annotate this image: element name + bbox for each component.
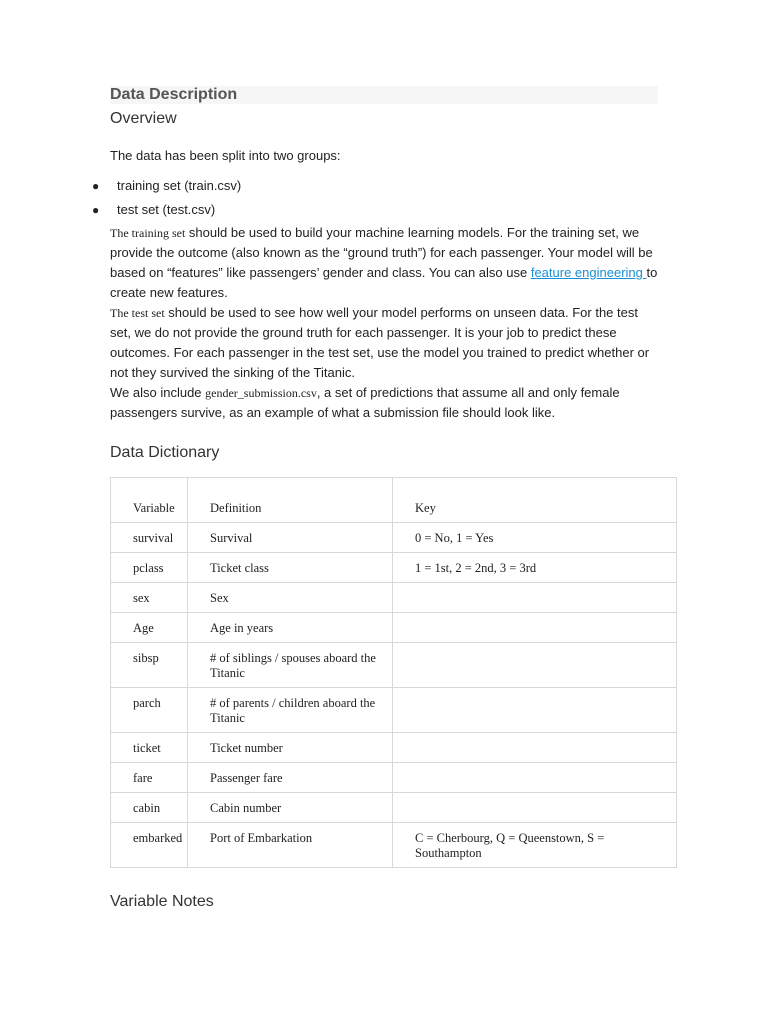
table-row	[111, 583, 677, 613]
column-header-key: Key	[393, 478, 677, 523]
paragraph-text: , a set of predictions that assume all and only female passengers survive, as an example of what a submission file should look like.	[110, 385, 620, 420]
table-row	[111, 553, 677, 583]
table-cell-definition: Ticket class	[188, 553, 393, 583]
variable-notes-heading: Variable Notes	[110, 893, 214, 910]
bullet-icon: ●	[92, 179, 100, 193]
table-cell-variable: sex	[111, 583, 188, 613]
submission-paragraph	[110, 383, 660, 423]
bullet-text: test set (test.csv)	[117, 202, 216, 217]
table-cell-key	[393, 613, 677, 643]
table-cell-key	[393, 733, 677, 763]
section-heading: Data Description	[110, 86, 658, 104]
table-cell-definition: Ticket number	[188, 733, 393, 763]
table-cell-variable: cabin	[111, 793, 188, 823]
table-cell-definition: Passenger fare	[188, 763, 393, 793]
table-cell-key	[393, 583, 677, 613]
table-row	[111, 613, 677, 643]
data-dictionary-table	[110, 477, 677, 868]
table-cell-variable: Age	[111, 613, 188, 643]
bullet-text: training set (train.csv)	[117, 178, 242, 193]
table-cell-definition: Age in years	[188, 613, 393, 643]
table-row	[111, 823, 677, 868]
table-row	[111, 688, 677, 733]
table-row	[111, 763, 677, 793]
table-cell-variable: pclass	[111, 553, 188, 583]
table-cell-key	[393, 643, 677, 688]
table-row	[111, 523, 677, 553]
table-cell-variable: ticket	[111, 733, 188, 763]
training-set-paragraph	[110, 223, 660, 303]
column-header-definition: Definition	[188, 478, 393, 523]
table-cell-key: C = Cherbourg, Q = Queenstown, S = Southampton	[393, 823, 677, 868]
table-cell-key	[393, 793, 677, 823]
submission-filename: gender_submission.csv	[205, 386, 317, 400]
table-cell-key: 0 = No, 1 = Yes	[393, 523, 677, 553]
table-row	[111, 733, 677, 763]
table-cell-definition: Survival	[188, 523, 393, 553]
table-cell-definition: Cabin number	[188, 793, 393, 823]
test-set-label: The test set	[110, 306, 165, 320]
table-cell-variable: sibsp	[111, 643, 188, 688]
table-cell-variable: survival	[111, 523, 188, 553]
paragraph-text: should be used to see how well your model performs on unseen data. For the test set, we do not provide the ground truth for each passenger. It is your job to predict these outcomes. For each passenger in the test set, use the model you trained to predict whether or not they survived the sinking of the Titanic.	[110, 305, 650, 380]
training-set-label: The training set	[110, 226, 186, 240]
table-cell-key	[393, 763, 677, 793]
paragraph-text: We also include	[110, 385, 206, 400]
table-header-row	[111, 478, 677, 523]
paragraph-text: should be used to build your machine learning models. For the training set, we provide the outcome (also known as the “ground truth”) for each passenger. Your model will be based on “features” like passengers’ gender and class. You can also use	[110, 225, 653, 280]
column-header-variable: Variable	[111, 478, 188, 523]
table-cell-variable: embarked	[111, 823, 188, 868]
intro-text: The data has been split into two groups:	[110, 148, 341, 163]
table-cell-key: 1 = 1st, 2 = 2nd, 3 = 3rd	[393, 553, 677, 583]
table-cell-definition: # of siblings / spouses aboard the Titanic	[188, 643, 393, 688]
bullet-icon: ●	[92, 203, 100, 217]
table-cell-variable: fare	[111, 763, 188, 793]
overview-heading: Overview	[110, 110, 177, 127]
feature-engineering-link[interactable]: feature engineering	[530, 265, 647, 280]
table-cell-key	[393, 688, 677, 733]
test-set-paragraph	[110, 303, 660, 383]
data-dictionary-heading: Data Dictionary	[110, 444, 220, 461]
table-cell-definition: # of parents / children aboard the Titanic	[188, 688, 393, 733]
table-row	[111, 643, 677, 688]
paragraph-text: to create new features.	[110, 265, 658, 300]
table-cell-definition: Port of Embarkation	[188, 823, 393, 868]
table-row	[111, 793, 677, 823]
table-cell-definition: Sex	[188, 583, 393, 613]
table-cell-variable: parch	[111, 688, 188, 733]
